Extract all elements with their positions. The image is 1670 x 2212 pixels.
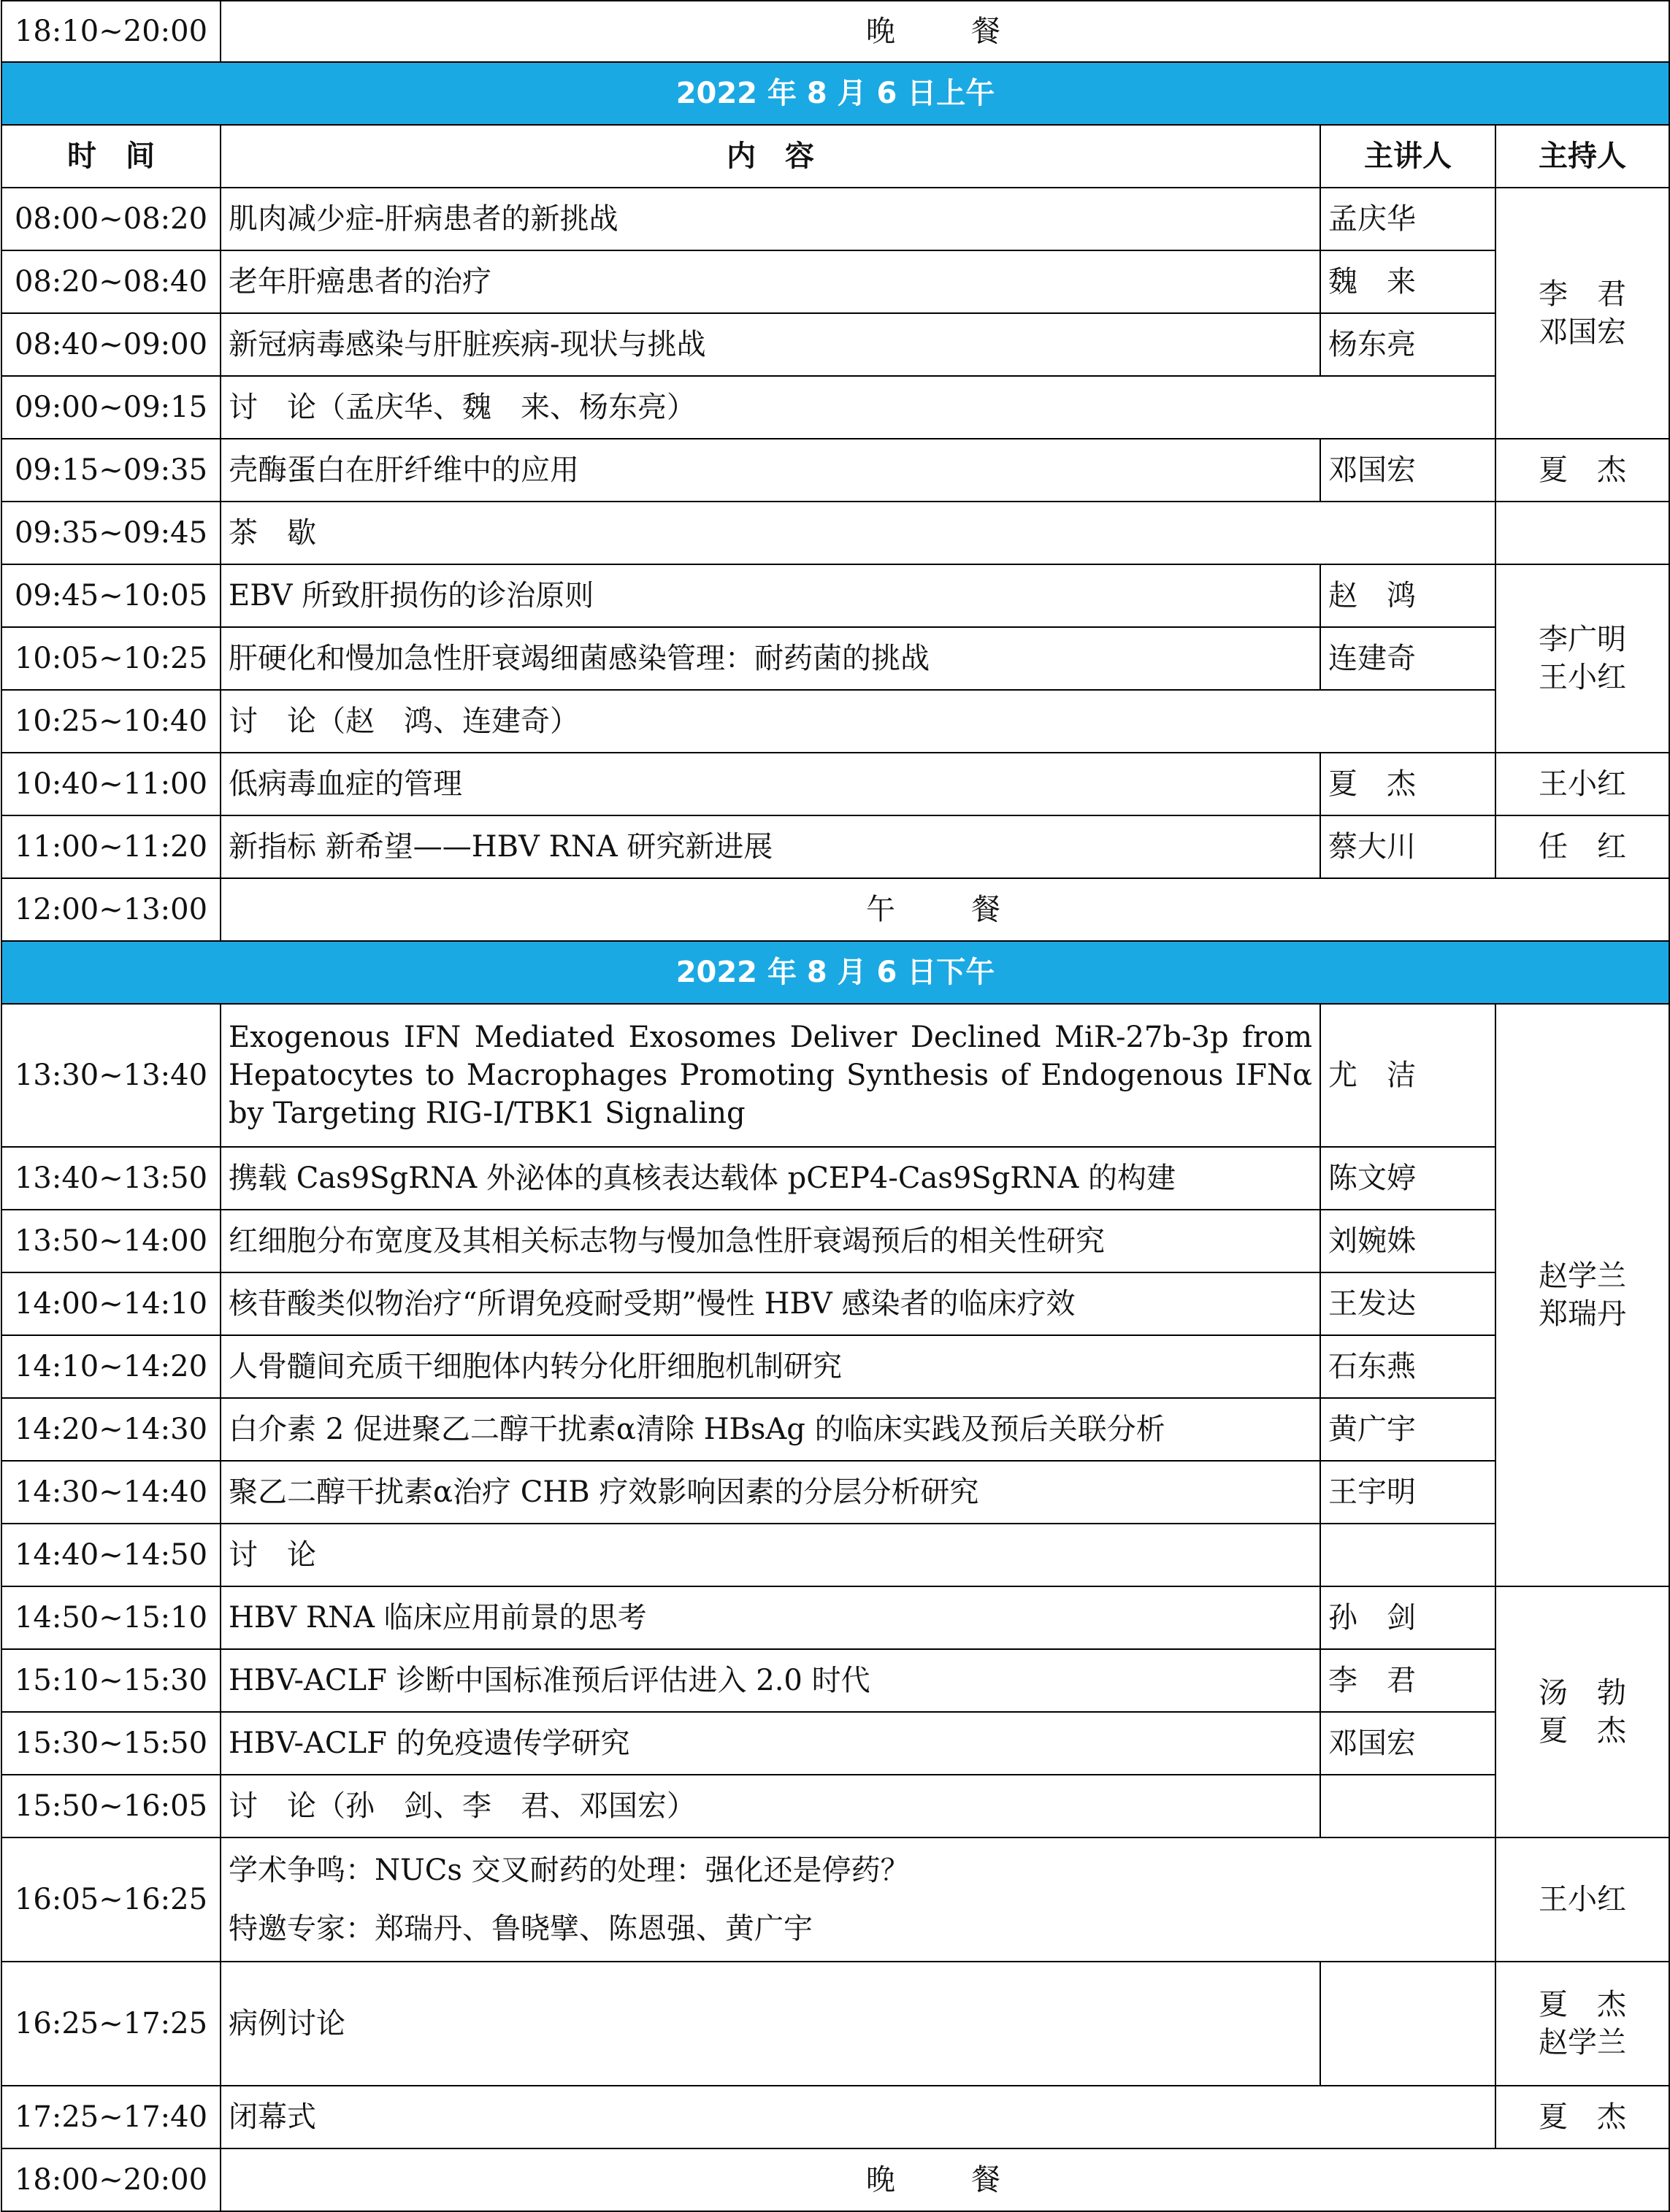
time-cell: 08:40~09:00 [1, 313, 221, 376]
host-cell: 王小红 [1495, 753, 1669, 815]
time-cell: 13:40~13:50 [1, 1147, 221, 1210]
header-content: 内 容 [221, 125, 1320, 188]
table-row [1, 2148, 1669, 2211]
speaker-cell: 王宇明 [1320, 1461, 1495, 1524]
speaker-cell: 连建奇 [1320, 627, 1495, 690]
meal-cell: 午 餐 [221, 878, 1669, 941]
table-row [1, 1398, 1669, 1461]
day-banner-afternoon [1, 941, 1669, 1004]
content-cell: 肝硬化和慢加急性肝衰竭细菌感染管理：耐药菌的挑战 [221, 627, 1320, 690]
time-cell: 14:10~14:20 [1, 1335, 221, 1398]
time-cell: 08:20~08:40 [1, 250, 221, 313]
table-row [1, 878, 1669, 941]
day-banner-title: 2022 年 8 月 6 日上午 [1, 62, 1669, 125]
content-cell: HBV-ACLF 的免疫遗传学研究 [221, 1712, 1320, 1775]
content-cell: 携载 Cas9SgRNA 外泌体的真核表达载体 pCEP4-Cas9SgRNA 的构建 [221, 1147, 1320, 1210]
time-cell: 18:00~20:00 [1, 2148, 221, 2211]
table-row [1, 376, 1669, 439]
speaker-cell: 王发达 [1320, 1272, 1495, 1335]
day-banner-morning [1, 62, 1669, 125]
content-cell: 讨 论（孟庆华、魏 来、杨东亮） [221, 376, 1495, 439]
table-row [1, 1272, 1669, 1335]
content-cell: 核苷酸类似物治疗“所谓免疫耐受期”慢性 HBV 感染者的临床疗效 [221, 1272, 1320, 1335]
table-row [1, 1712, 1669, 1775]
table-row [1, 1210, 1669, 1272]
time-cell: 15:50~16:05 [1, 1775, 221, 1837]
meal-cell: 晚 餐 [221, 2148, 1669, 2211]
content-cell: 壳酶蛋白在肝纤维中的应用 [221, 439, 1320, 502]
table-row [1, 1524, 1669, 1586]
speaker-cell [1320, 1524, 1495, 1586]
time-cell: 10:40~11:00 [1, 753, 221, 815]
table-row [1, 753, 1669, 815]
content-cell: EBV 所致肝损伤的诊治原则 [221, 564, 1320, 627]
time-cell: 09:45~10:05 [1, 564, 221, 627]
speaker-cell: 邓国宏 [1320, 439, 1495, 502]
time-cell: 12:00~13:00 [1, 878, 221, 941]
host-name: 邓国宏 [1539, 315, 1626, 349]
host-name: 郑瑞丹 [1539, 1297, 1626, 1331]
table-row [1, 1962, 1669, 2086]
table-row [1, 1837, 1669, 1962]
content-cell: 肌肉减少症-肝病患者的新挑战 [221, 188, 1320, 250]
time-cell: 09:00~09:15 [1, 376, 221, 439]
time-cell: 08:00~08:20 [1, 188, 221, 250]
content-cell: 老年肝癌患者的治疗 [221, 250, 1320, 313]
table-row [1, 502, 1669, 564]
host-cell [1495, 502, 1669, 564]
speaker-cell: 蔡大川 [1320, 815, 1495, 878]
header-speaker: 主讲人 [1320, 125, 1495, 188]
content-cell: HBV-ACLF 诊断中国标准预后评估进入 2.0 时代 [221, 1649, 1320, 1712]
table-row [1, 815, 1669, 878]
time-cell: 10:25~10:40 [1, 690, 221, 753]
host-name: 夏 杰 [1539, 1988, 1626, 2021]
time-cell: 09:15~09:35 [1, 439, 221, 502]
table-row [1, 439, 1669, 502]
host-name: 夏 杰 [1539, 1714, 1626, 1748]
content-cell: 白介素 2 促进聚乙二醇干扰素α清除 HBsAg 的临床实践及预后关联分析 [221, 1398, 1320, 1461]
time-cell: 14:30~14:40 [1, 1461, 221, 1524]
header-host: 主持人 [1495, 125, 1669, 188]
time-cell: 15:30~15:50 [1, 1712, 221, 1775]
day-banner-title: 2022 年 8 月 6 日下午 [1, 941, 1669, 1004]
speaker-cell: 陈文婷 [1320, 1147, 1495, 1210]
time-cell: 15:10~15:30 [1, 1649, 221, 1712]
time-cell: 18:10~20:00 [1, 1, 221, 62]
speaker-cell: 孙 剑 [1320, 1586, 1495, 1649]
table-row [1, 690, 1669, 753]
time-cell: 16:25~17:25 [1, 1962, 221, 2086]
content-cell: 聚乙二醇干扰素α治疗 CHB 疗效影响因素的分层分析研究 [221, 1461, 1320, 1524]
table-row [1, 1649, 1669, 1712]
speaker-cell: 刘婉姝 [1320, 1210, 1495, 1272]
table-row [1, 1004, 1669, 1147]
content-cell: 茶 歇 [221, 502, 1495, 564]
host-cell: 任 红 [1495, 815, 1669, 878]
content-cell: 病例讨论 [221, 1962, 1320, 2086]
host-cell: 夏 杰 [1495, 2086, 1669, 2148]
content-cell: Exogenous IFN Mediated Exosomes Deliver Declined MiR-27b-3p from Hepatocytes to Macrophages Promoting Synthesis of Endogenous IFNα by Targeting RIG-I/TBK1 Signaling [221, 1004, 1320, 1147]
table-row [1, 564, 1669, 627]
host-cell [1495, 1004, 1669, 1586]
table-row [1, 1147, 1669, 1210]
speaker-cell [1320, 1962, 1495, 2086]
content-cell: 讨 论（赵 鸿、连建奇） [221, 690, 1495, 753]
time-cell: 14:40~14:50 [1, 1524, 221, 1586]
host-name: 汤 勃 [1539, 1676, 1626, 1710]
speaker-cell: 李 君 [1320, 1649, 1495, 1712]
host-cell [1495, 564, 1669, 753]
time-cell: 16:05~16:25 [1, 1837, 221, 1962]
header-row [1, 125, 1669, 188]
speaker-cell: 邓国宏 [1320, 1712, 1495, 1775]
content-cell: 低病毒血症的管理 [221, 753, 1320, 815]
speaker-cell: 孟庆华 [1320, 188, 1495, 250]
host-name: 王小红 [1539, 661, 1626, 694]
content-cell: 新指标 新希望——HBV RNA 研究新进展 [221, 815, 1320, 878]
table-row [1, 1, 1669, 62]
time-cell: 14:00~14:10 [1, 1272, 221, 1335]
host-cell [1495, 1962, 1669, 2086]
time-cell: 09:35~09:45 [1, 502, 221, 564]
host-cell [1495, 188, 1669, 439]
host-name: 李 君 [1539, 277, 1626, 311]
table-row [1, 1335, 1669, 1398]
host-name: 赵学兰 [1539, 2026, 1626, 2059]
host-name: 赵学兰 [1539, 1259, 1626, 1293]
speaker-cell: 黄广宇 [1320, 1398, 1495, 1461]
content-cell: 讨 论 [221, 1524, 1320, 1586]
speaker-cell: 魏 来 [1320, 250, 1495, 313]
debate-topic: 学术争鸣：NUCs 交叉耐药的处理：强化还是停药？ [229, 1854, 910, 1887]
speaker-cell: 赵 鸿 [1320, 564, 1495, 627]
time-cell: 11:00~11:20 [1, 815, 221, 878]
table-row [1, 250, 1669, 313]
host-cell: 夏 杰 [1495, 439, 1669, 502]
table-row [1, 2086, 1669, 2148]
meal-cell: 晚 餐 [221, 1, 1669, 62]
speaker-cell [1320, 1775, 1495, 1837]
speaker-cell: 尤 洁 [1320, 1004, 1495, 1147]
table-row [1, 1461, 1669, 1524]
content-cell: HBV RNA 临床应用前景的思考 [221, 1586, 1320, 1649]
table-row [1, 188, 1669, 250]
table-row [1, 627, 1669, 690]
host-name: 李广明 [1539, 623, 1626, 656]
time-cell: 14:20~14:30 [1, 1398, 221, 1461]
host-cell: 王小红 [1495, 1837, 1669, 1962]
time-cell: 17:25~17:40 [1, 2086, 221, 2148]
schedule-table [1, 0, 1670, 2212]
content-cell: 讨 论（孙 剑、李 君、邓国宏） [221, 1775, 1320, 1837]
content-cell: 红细胞分布宽度及其相关标志物与慢加急性肝衰竭预后的相关性研究 [221, 1210, 1320, 1272]
invited-experts: 特邀专家：郑瑞丹、鲁晓擘、陈恩强、黄广宇 [229, 1912, 813, 1946]
content-cell: 新冠病毒感染与肝脏疾病-现状与挑战 [221, 313, 1320, 376]
table-row [1, 1586, 1669, 1649]
time-cell: 13:30~13:40 [1, 1004, 221, 1147]
time-cell: 14:50~15:10 [1, 1586, 221, 1649]
header-time: 时 间 [1, 125, 221, 188]
table-row [1, 1775, 1669, 1837]
content-cell [221, 1837, 1495, 1962]
content-cell: 闭幕式 [221, 2086, 1495, 2148]
host-cell [1495, 1586, 1669, 1837]
content-cell: 人骨髓间充质干细胞体内转分化肝细胞机制研究 [221, 1335, 1320, 1398]
table-row [1, 313, 1669, 376]
time-cell: 13:50~14:00 [1, 1210, 221, 1272]
time-cell: 10:05~10:25 [1, 627, 221, 690]
speaker-cell: 杨东亮 [1320, 313, 1495, 376]
speaker-cell: 夏 杰 [1320, 753, 1495, 815]
speaker-cell: 石东燕 [1320, 1335, 1495, 1398]
